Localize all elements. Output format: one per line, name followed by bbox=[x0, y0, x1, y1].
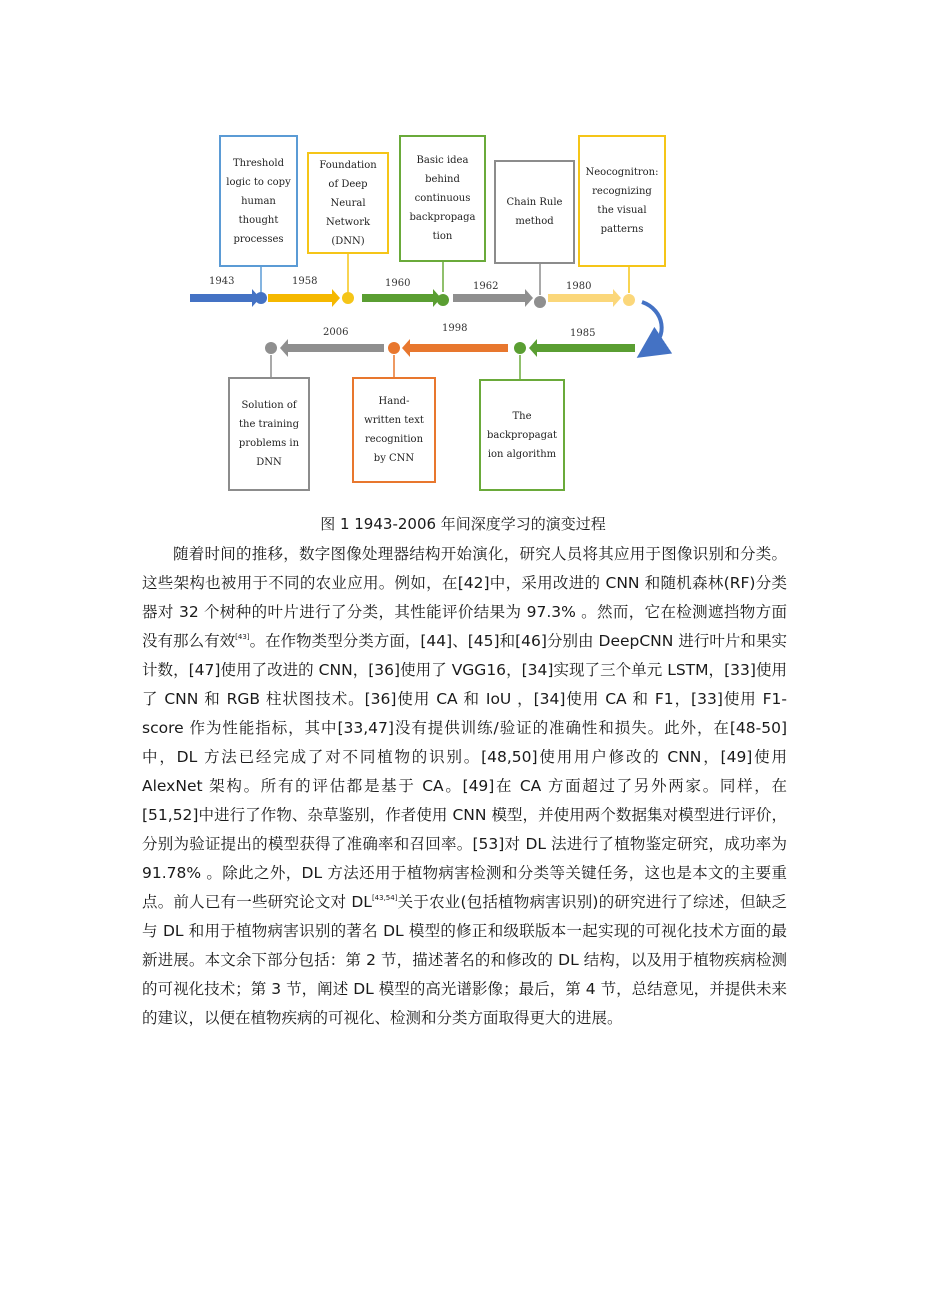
milestone-box-1998: Hand- written text recognition by CNN bbox=[352, 377, 436, 483]
body-paragraph bbox=[142, 540, 787, 1033]
figure-caption: 图 1 1943-2006 年间深度学习的演变过程 bbox=[320, 515, 606, 533]
top-row-arrows bbox=[190, 289, 621, 307]
citation-43-54: [43,54] bbox=[371, 894, 398, 902]
milestone-box-1962: Chain Rule method bbox=[494, 160, 575, 264]
year-label-1985: 1985 bbox=[570, 328, 596, 339]
dot-2006 bbox=[265, 342, 277, 354]
paragraph-text-2: 。在作物类型分类方面，[44]、[45]和[46]分别由 DeepCNN 进行叶片和果实计数，[47]使用了改进的 CNN，[36]使用了 VGG16，[34]实现了三个单元 LSTM，[33]使用了 CNN 和 RGB 柱状图技术。[36]使用 CA 和 IoU ，[34]使用 CA 和 F1，[33]使用 F1-score 作为性能指标，其中[33,47]没有提供训练/验证的准确性和损失。此外，在[48-50]中，DL 方法已经完成了对不同植物的识别。[48,50]使用用户修改的 CNN，[49]使用 AlexNet 架构。所有的评估都是基于 CA。[49]在 CA 方面超过了另外两家。同样，在[51,52]中进行了作物、杂草鉴别，作者使用 CNN 模型，并使用两个数据集对模型进行评价，分别为验证提出的模型获得了准确率和召回率。[53]对 DL 法进行了植物鉴定研究，成功率为 91.78% 。除此之外，DL 方法还用于植物病害检测和分类等关键任务，这也是本文的主要重点。前人已有一些研究论文对 DL bbox=[142, 632, 787, 911]
dot-1980 bbox=[623, 294, 635, 306]
paragraph-text-3: 关于农业(包括植物病害识别)的研究进行了综述，但缺乏与 DL 和用于植物病害识别的著名 DL 模型的修正和级联版本一起实现的可视化技术方面的最新进展。本文余下部分包括：第 2 节，描述著名的和修改的 DL 结构，以及用于植物疾病检测的可视化技术；第 3 节，阐述 DL 模型的高光谱影像；最后，第 4 节，总结意见，并提供未来的建议，以便在植物疾病的可视化、检测和分类方面取得更大的进展。 bbox=[142, 893, 787, 1027]
dot-1962 bbox=[534, 296, 546, 308]
dot-1960 bbox=[437, 294, 449, 306]
milestone-box-1980: Neocognitron: recognizing the visual patterns bbox=[578, 135, 666, 267]
milestone-box-1985: The backpropagat ion algorithm bbox=[479, 379, 565, 491]
paragraph-text-1: 随着时间的推移，数字图像处理器结构开始演化，研究人员将其应用于图像识别和分类。这些架构也被用于不同的农业应用。例如，在[42]中，采用改进的 CNN 和随机森林(RF)分类器对 32 个树种的叶片进行了分类，其性能评价结果为 97.3% 。然而，它在检测遮挡物方面没有那么有效 bbox=[142, 545, 787, 650]
milestone-box-2006: Solution of the training problems in DNN bbox=[228, 377, 310, 491]
deep-learning-timeline-figure bbox=[180, 125, 680, 497]
milestone-box-1943: Threshold logic to copy human thought processes bbox=[219, 135, 298, 267]
arrow-1943 bbox=[190, 289, 260, 307]
dot-1943 bbox=[255, 292, 267, 304]
citation-43: [43] bbox=[235, 633, 250, 641]
arrow-1985 bbox=[529, 339, 635, 357]
box-connectors bbox=[261, 253, 629, 380]
year-label-1962: 1962 bbox=[473, 281, 499, 292]
arrow-1958 bbox=[268, 289, 340, 307]
dot-1998 bbox=[388, 342, 400, 354]
year-label-1958: 1958 bbox=[292, 276, 318, 287]
year-label-1998: 1998 bbox=[442, 323, 468, 334]
bottom-row-arrows bbox=[280, 339, 635, 357]
arrow-1960 bbox=[362, 289, 441, 307]
year-label-1960: 1960 bbox=[385, 278, 411, 289]
milestone-box-1960: Basic idea behind continuous backpropaga tion bbox=[399, 135, 486, 262]
milestone-box-1958: Foundation of Deep Neural Network (DNN) bbox=[307, 152, 389, 254]
arrow-1998 bbox=[402, 339, 508, 357]
curve-arrow bbox=[642, 302, 662, 349]
year-label-2006: 2006 bbox=[323, 327, 349, 338]
year-label-1980: 1980 bbox=[566, 281, 592, 292]
arrow-2006 bbox=[280, 339, 384, 357]
dot-1958 bbox=[342, 292, 354, 304]
dot-1985 bbox=[514, 342, 526, 354]
year-label-1943: 1943 bbox=[209, 276, 235, 287]
